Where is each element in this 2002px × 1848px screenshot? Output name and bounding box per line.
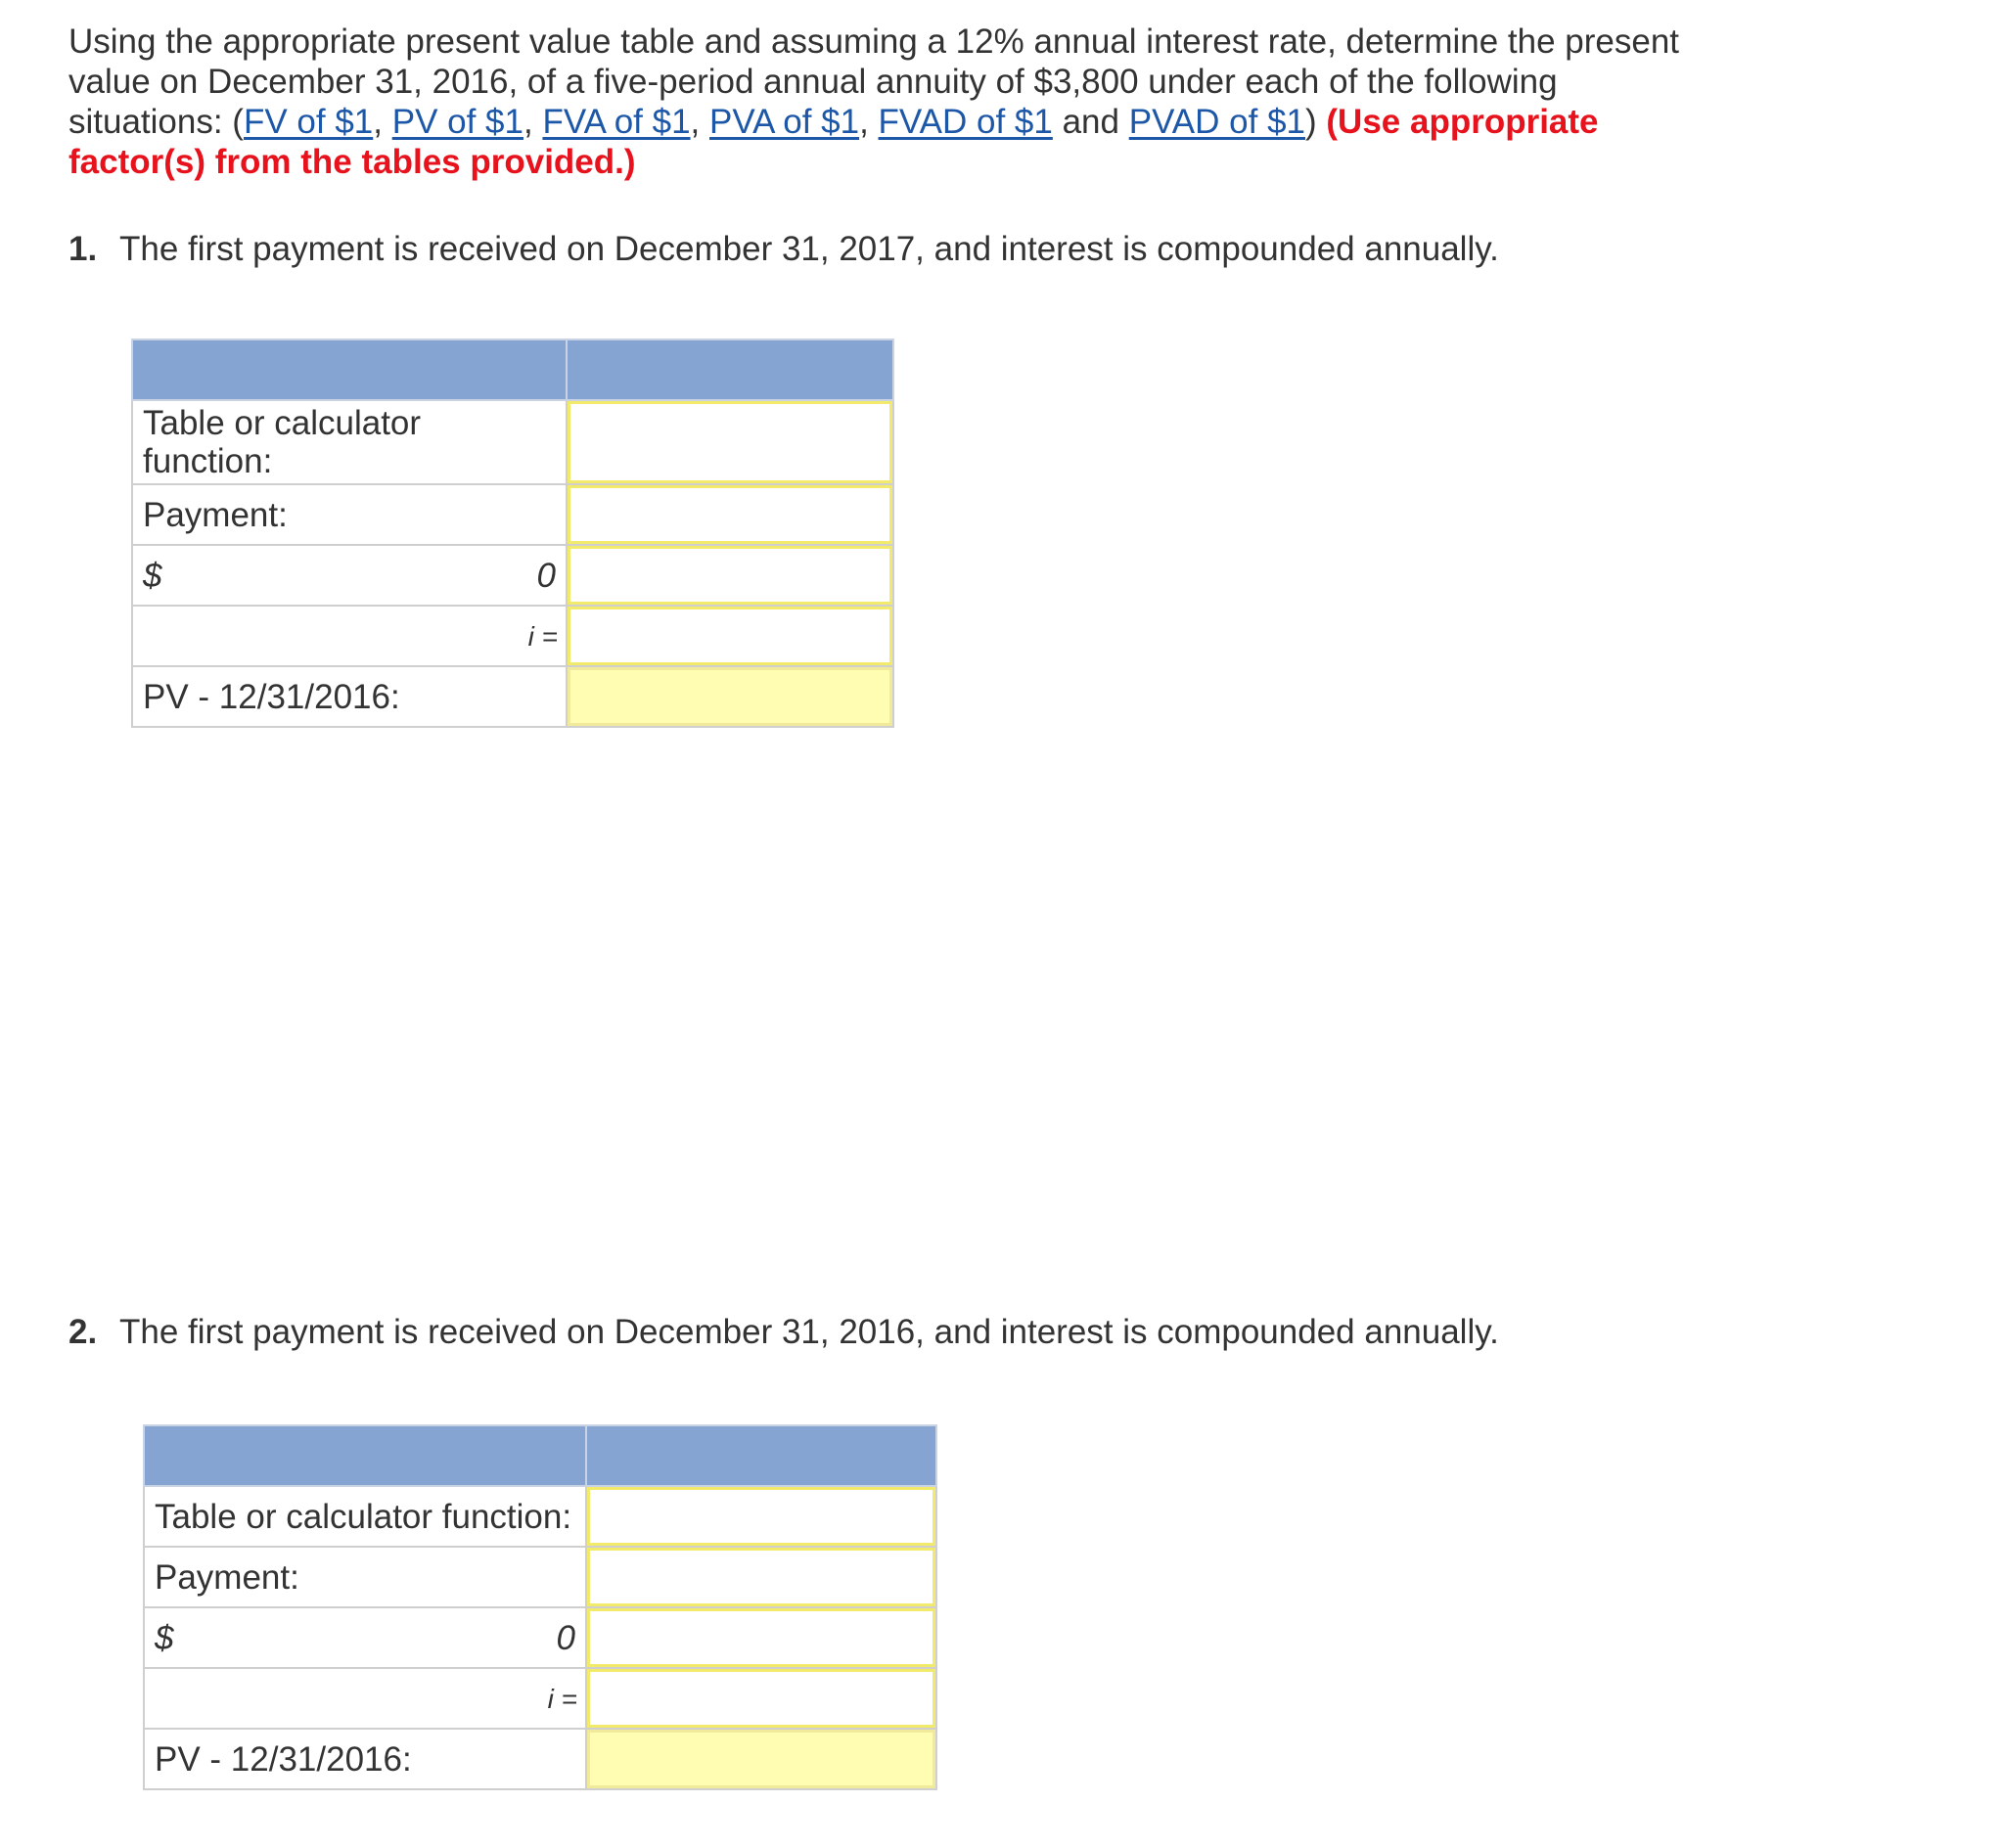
table-row [144,1547,936,1607]
header-cell-label [132,339,567,400]
question-2 [68,1312,1499,1352]
table-row [132,606,893,666]
table-row [132,400,893,484]
instruction-text: (Use appropriate factor(s) from the tables provided.) [68,103,1599,181]
link-fvad-of-1[interactable]: FVAD of $1 [878,103,1053,141]
link-pv-of-1[interactable]: PV of $1 [391,103,523,141]
row-label-amount [144,1607,586,1668]
pv-result-input[interactable] [567,666,893,727]
row-label-interest: i = [144,1668,586,1729]
header-cell-value [586,1425,936,1486]
problem-statement: Using the appropriate present value table and assuming a 12% annual interest rate, determine the present value on December 31, 2016, of a five-period annual annuity of $3,800 under each of the following situations: (FV of $1, PV of $1, FVA of $1, PVA of $1, FVAD of $1 and PVAD of $1) (Use appropriate factor(s) from the tables provided.) [68,23,1680,181]
table-row [144,1729,936,1789]
table-row [132,545,893,606]
pv-result-input[interactable] [586,1729,936,1789]
row-label-pv: PV - 12/31/2016: [132,666,567,727]
question-text: The first payment is received on December 31, 2016, and interest is compounded annually. [119,1313,1499,1351]
dollar-sign: $ [155,1618,174,1657]
question-number: 1. [68,230,98,268]
table-header-row [144,1425,936,1486]
row-label-amount [132,545,567,606]
row-label-payment: Payment: [144,1547,586,1607]
question-number: 2. [68,1313,98,1351]
table-row [144,1668,936,1729]
row-label-table-function: Table or calculator function: [144,1486,586,1547]
answer-table-2 [143,1424,937,1790]
row-label-pv: PV - 12/31/2016: [144,1729,586,1789]
payment-input[interactable] [567,484,893,545]
table-header-row [132,339,893,400]
question-1 [68,229,1499,269]
amount-value: 0 [556,1618,575,1657]
table-row [144,1486,936,1547]
row-label-payment: Payment: [132,484,567,545]
table-row [132,666,893,727]
table-row [132,484,893,545]
interest-rate-input[interactable] [567,606,893,666]
table-function-input[interactable] [567,400,893,484]
header-cell-label [144,1425,586,1486]
link-fva-of-1[interactable]: FVA of $1 [542,103,691,141]
n-periods-input[interactable] [567,545,893,606]
table-row [144,1607,936,1668]
header-cell-value [567,339,893,400]
link-pvad-of-1[interactable]: PVAD of $1 [1128,103,1305,141]
problem-text: Using the appropriate present value table and assuming a 12% annual interest rate, determine the present value on December 31, 2016, of a five-period annual annuity of $3,800 under each of the following situations: ( [68,23,1680,141]
row-label-table-function: Table or calculator function: [132,400,567,484]
row-label-interest: i = [132,606,567,666]
dollar-sign: $ [143,556,162,595]
table-function-input[interactable] [586,1486,936,1547]
interest-rate-input[interactable] [586,1668,936,1729]
link-fv-of-1[interactable]: FV of $1 [243,103,374,141]
payment-input[interactable] [586,1547,936,1607]
link-pva-of-1[interactable]: PVA of $1 [709,103,860,141]
question-text: The first payment is received on December 31, 2017, and interest is compounded annually. [119,230,1499,268]
n-periods-input[interactable] [586,1607,936,1668]
amount-value: 0 [536,556,556,595]
answer-table-1 [131,338,894,728]
